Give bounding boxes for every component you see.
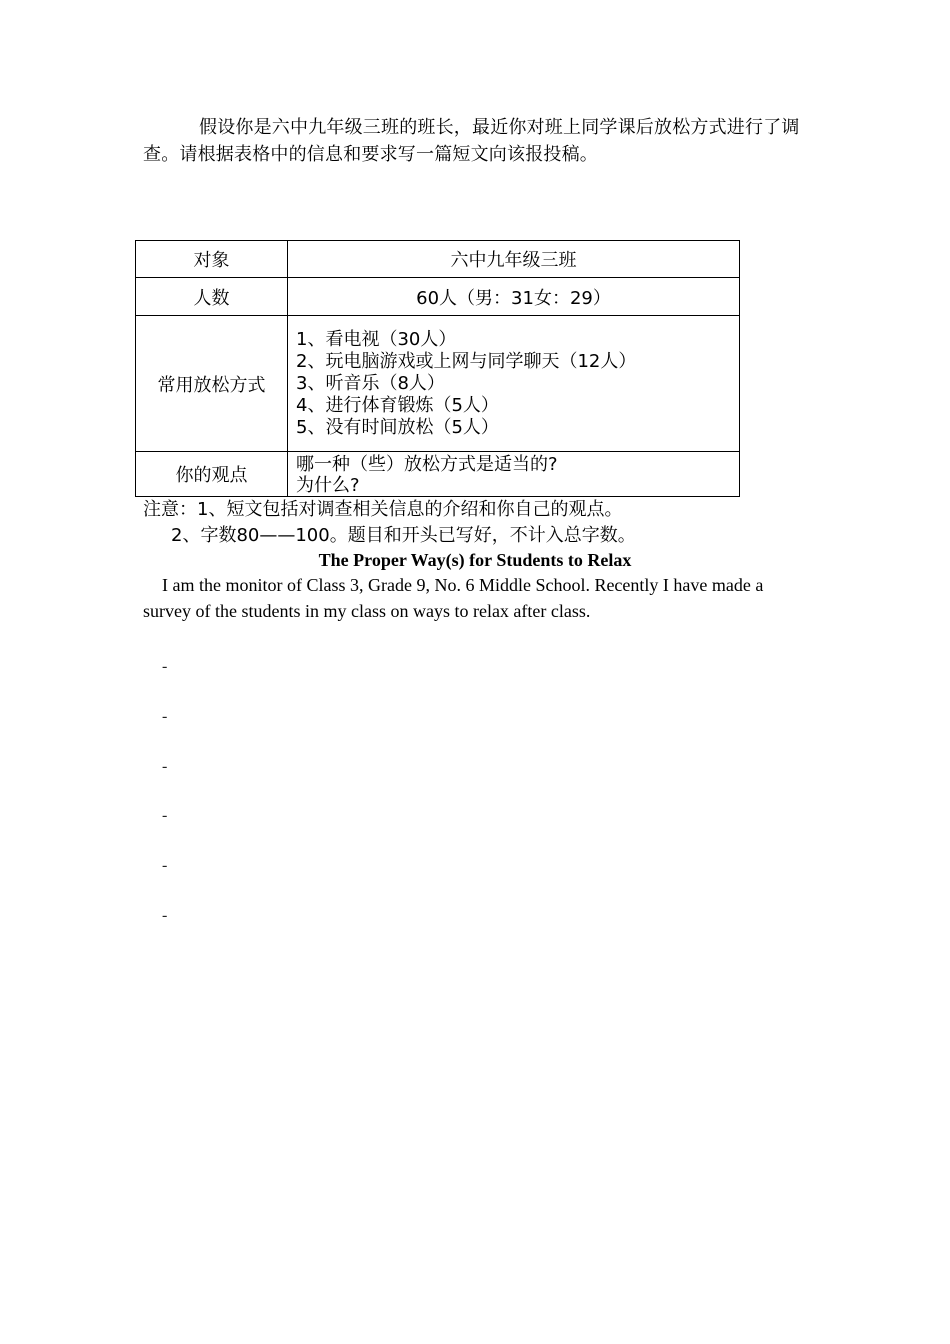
writing-line-marker: - bbox=[162, 708, 168, 725]
task-instructions-text: 假设你是六中九年级三班的班长，最近你对班上同学课后放松方式进行了调查。请根据表格中的信息和要求写一篇短文向该报投稿。 bbox=[143, 117, 800, 165]
writing-line-marker: - bbox=[162, 807, 168, 824]
row-label-methods: 常用放松方式 bbox=[136, 316, 288, 452]
table-row bbox=[136, 241, 740, 278]
writing-line-marker: - bbox=[162, 907, 168, 924]
row-label-subject: 对象 bbox=[136, 241, 288, 278]
writing-line-marker: - bbox=[162, 857, 168, 874]
row-value-count: 60人（男：31女：29） bbox=[288, 278, 740, 316]
row-label-count: 人数 bbox=[136, 278, 288, 316]
row-label-opinion: 你的观点 bbox=[136, 452, 288, 497]
writing-line-marker: - bbox=[162, 658, 168, 675]
relax-methods-list bbox=[288, 316, 740, 452]
list-item: 5、没有时间放松（5人） bbox=[296, 416, 499, 438]
table-row bbox=[136, 452, 740, 497]
list-item: 2、玩电脑游戏或上网与同学聊天（12人） bbox=[296, 350, 637, 372]
task-instructions bbox=[143, 114, 813, 168]
opinion-line: 哪一种（些）放松方式是适当的? bbox=[296, 454, 558, 475]
opinion-prompt bbox=[288, 452, 740, 497]
row-value-subject: 六中九年级三班 bbox=[288, 241, 740, 278]
essay-opening: I am the monitor of Class 3, Grade 9, No. 6 Middle School. Recently I have made a survey of the students in my class on ways to relax after class. bbox=[143, 575, 764, 621]
list-item: 1、看电视（30人） bbox=[296, 328, 457, 350]
table-row bbox=[136, 278, 740, 316]
survey-table bbox=[135, 240, 740, 497]
essay-title: The Proper Way(s) for Students to Relax bbox=[318, 550, 632, 570]
note-line-1: 注意：1、短文包括对调查相关信息的介绍和你自己的观点。 bbox=[143, 499, 623, 520]
opinion-line: 为什么? bbox=[296, 475, 360, 496]
writing-line-marker: - bbox=[162, 758, 168, 775]
notes bbox=[143, 497, 636, 549]
list-item: 4、进行体育锻炼（5人） bbox=[296, 394, 499, 416]
table-row bbox=[136, 316, 740, 452]
note-line-2: 2、字数80——100。题目和开头已写好，不计入总字数。 bbox=[171, 525, 636, 546]
list-item: 3、听音乐（8人） bbox=[296, 372, 445, 394]
